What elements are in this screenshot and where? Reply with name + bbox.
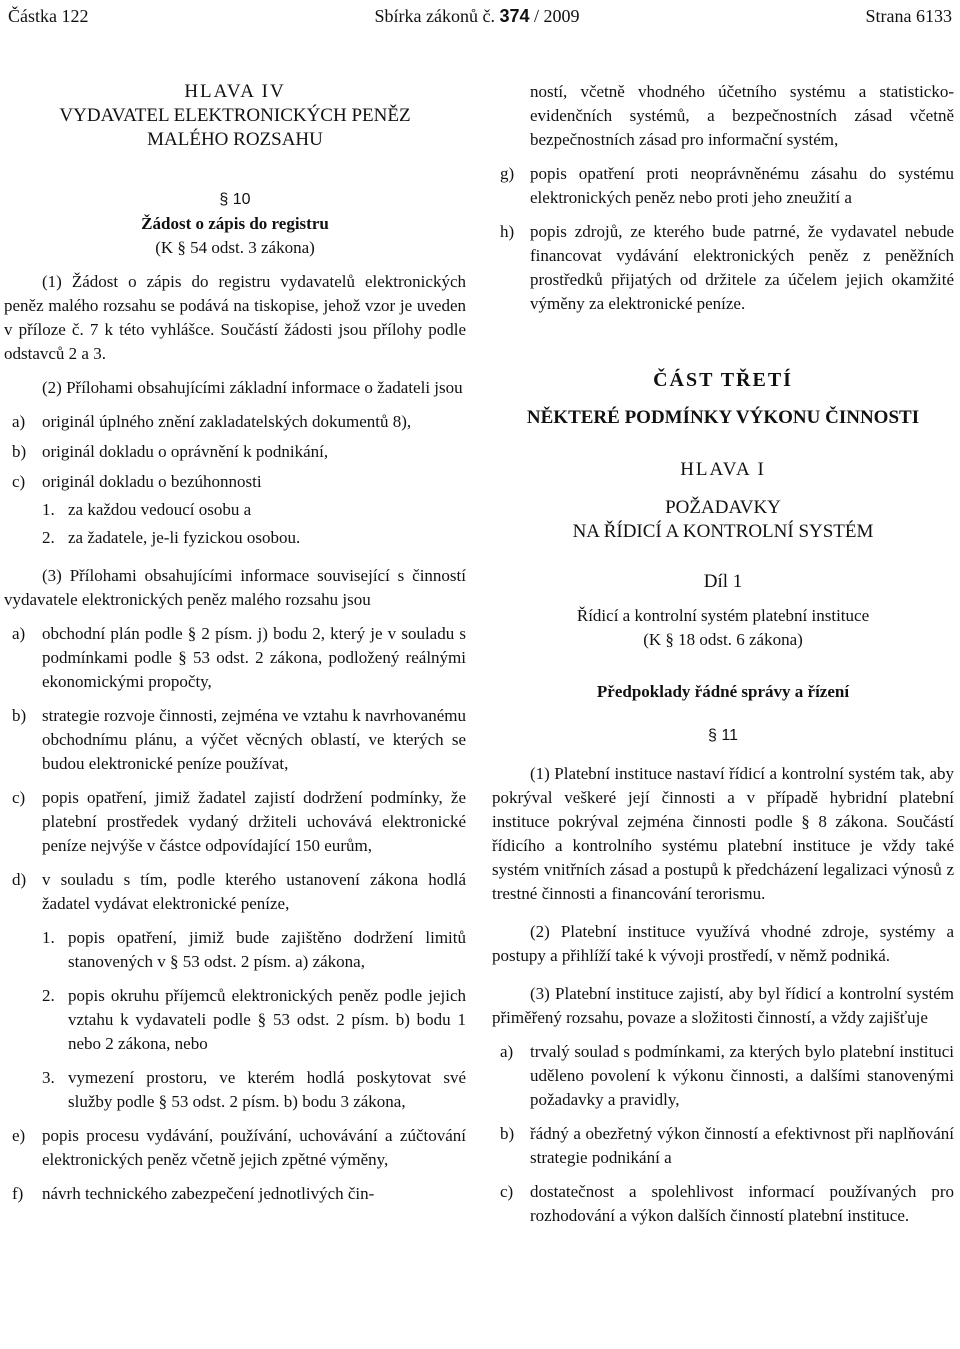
list-item: h) popis zdrojů, ze kterého bude patrné, že vydavatel nebude financovat vydávání elektronických peněz z peněžních prostředků přijatých od držitele za účelem jejich okamžité výměny za elektronické peníze. [500,222,954,313]
right-column [492,80,954,1349]
list-item: a) obchodní plán podle § 2 písm. j) bodu 2, který je v souladu s podmínkami podle § 53 odst. 2 zákona, podložený reálnými ekonomickými propočty, [12,624,466,691]
header-law-number: 374 [499,6,530,26]
sub-list-item: 2. popis okruhu příjemců elektronických peněz podle jejich vztahu k vydavateli podle § 53 odst. 2 písm. b) bodu 1 nebo 2 zákona, nebo [42,986,466,1053]
list-item: b) strategie rozvoje činnosti, zejména ve vztahu k navrhovanému obchodnímu plánu, a výčet věcných oblastí, ve kterých se budou elektronické peníze používat, [12,706,466,773]
paragraph-2: (2) Přílohami obsahujícími základní informace o žadateli jsou [42,378,463,397]
section-reference: (K § 54 odst. 3 zákona) [155,238,315,257]
left-column [4,80,466,1349]
dil-title: Řídicí a kontrolní systém platební instituce [576,606,870,625]
subsection-title: Předpoklady řádné správy a řízení [596,682,850,701]
list-item: g) popis opatření proti neoprávněnému zásahu do systému elektronických peněz nebo proti jeho zneužití a [500,164,954,207]
part-heading: ČÁST TŘETÍ [653,369,793,391]
sub-list-item: 2. za žadatele, je-li fyzickou osobou. [42,528,301,547]
list-item: d) v souladu s tím, podle kterého ustanovení zákona hodlá žadatel vydávat elektronické peníze, [12,870,466,913]
list-item: f) návrh technického zabezpečení jednotlivých čin- [12,1184,375,1203]
hlava-title-line-1: VYDAVATEL ELEKTRONICKÝCH PENĚZ [59,105,411,126]
list-item: b) originál dokladu o oprávnění k podnikání, [12,442,329,461]
header-page: Strana 6133 [865,6,952,26]
list-item: a) originál úplného znění zakladatelských dokumentů 8), [12,412,412,431]
paragraph-1: (1) Platební instituce nastaví řídicí a kontrolní systém tak, aby pokrýval veškeré její činnosti a v případě hybridní platební instituce pokrýval zejména činnosti podle § 8 zákona. Součástí řídicího a kontrolního systému platební instituce je vždy také systém vnitřních zásad a postupů k předcházení legalizaci výnosů z trestné činnosti a financování terorismu. [492,764,954,903]
list-item: b) řádný a obezřetný výkon činností a efektivnost při naplňování strategie podnikání a [500,1124,954,1167]
part-title: NĚKTERÉ PODMÍNKY VÝKONU ČINNOSTI [526,407,920,428]
dil-reference: (K § 18 odst. 6 zákona) [643,630,803,649]
list-item: e) popis procesu vydávání, používání, uchovávání a zúčtování elektronických peněz včetně jejich zpětné výměny, [12,1126,466,1169]
hlava-heading: HLAVA IV [184,81,286,102]
list-item: c) originál dokladu o bezúhonnosti [12,472,262,491]
list-item: c) popis opatření, jimiž žadatel zajistí dodržení podmínky, že platební prostředek vydaný držiteli uchovává elektronické peníze nejvýše v částce odpovídající 150 eurům, [12,788,466,855]
hlava-title-line-2: NA ŘÍDICÍ A KONTROLNÍ SYSTÉM [572,521,874,542]
section-sign: § 11 [708,727,738,744]
paragraph-3: (3) Přílohami obsahujícími informace související s činností vydavatele elektronických peněz malého rozsahu jsou [4,566,466,609]
hlava-title-line-2: MALÉHO ROZSAHU [147,129,323,150]
continued-text: ností, včetně vhodného účetního systému a statisticko-evidenčních systémů, a bezpečnostních zásad včetně bezpečnostních zásad pro informační systém, [530,82,954,149]
hlava-heading: HLAVA I [680,459,766,480]
sub-list-item: 3. vymezení prostoru, ve kterém hodlá poskytovat své služby podle § 53 odst. 2 písm. b) bodu 3 zákona, [42,1068,466,1111]
section-sign: § 10 [219,191,251,208]
sub-list-item: 1. za každou vedoucí osobu a [42,500,252,519]
paragraph-1: (1) Žádost o zápis do registru vydavatelů elektronických peněz malého rozsahu se podává na tiskopise, jehož vzor je uveden v příloze č. 7 k této vyhlášce. Součástí žádosti jsou přílohy podle odstavců 2 a 3. [4,272,466,363]
list-item: a) trvalý soulad s podmínkami, za kterých bylo platební instituci uděleno povolení k výkonu činnosti, a dalšími stanovenými požadavky a pravidly, [500,1042,954,1109]
sub-list-item: 1. popis opatření, jimiž bude zajištěno dodržení limitů stanovených v § 53 odst. 2 písm. a) zákona, [42,928,466,971]
list-item: c) dostatečnost a spolehlivost informací používaných pro rozhodování a výkon dalších činností platební instituce. [500,1182,954,1225]
dil-heading: Díl 1 [703,571,743,592]
header-issue: Částka 122 [8,6,89,26]
paragraph-3: (3) Platební instituce zajistí, aby byl řídicí a kontrolní systém přiměřený rozsahu, povaze a složitosti činností, a vždy zajišťuje [492,984,954,1027]
hlava-title-line-1: POŽADAVKY [665,497,781,518]
paragraph-2: (2) Platební instituce využívá vhodné zdroje, systémy a postupy a přihlíží také k vývoji prostředí, v němž podniká. [492,922,954,965]
page-header [8,4,952,30]
section-title: Žádost o zápis do registru [141,214,329,233]
header-collection: Sbírka zákonů č. 374 / 2009 [374,6,580,26]
